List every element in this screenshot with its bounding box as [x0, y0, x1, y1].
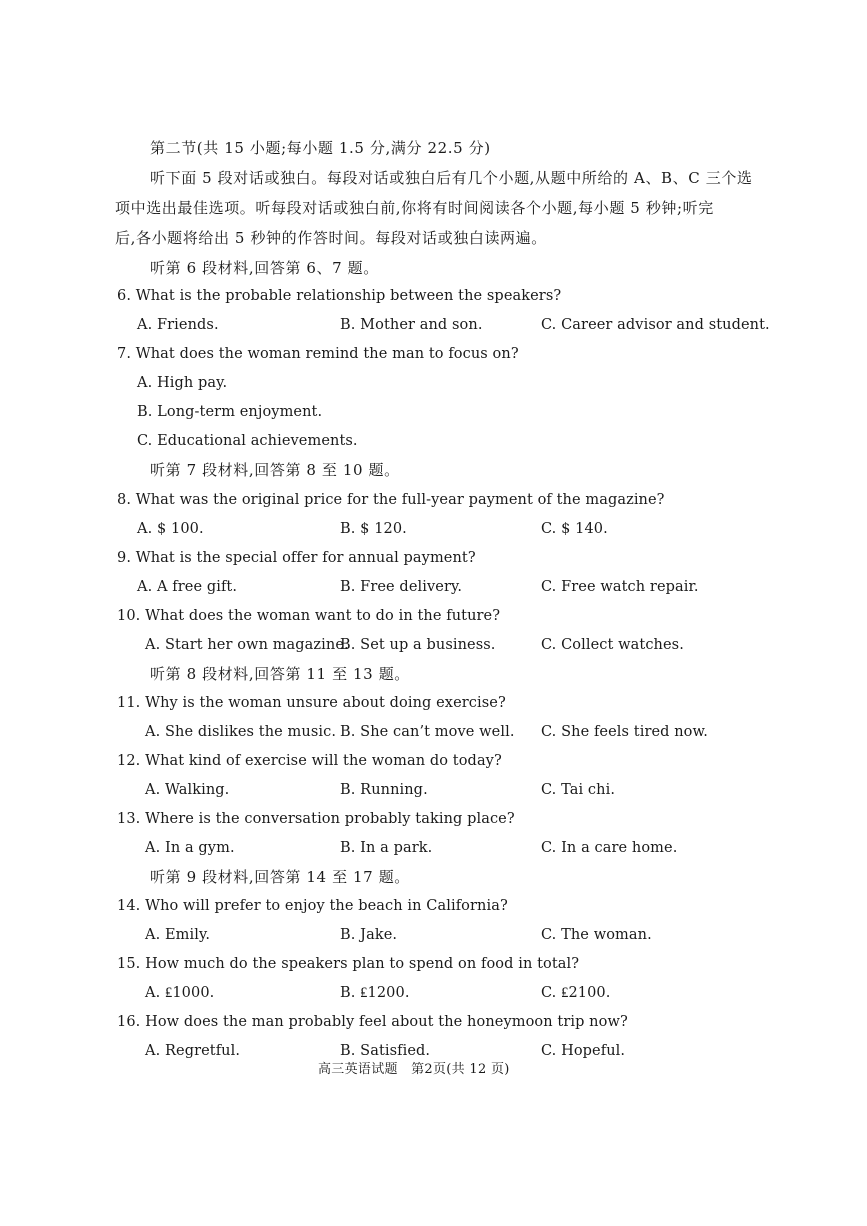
question-stem: 11. Why is the woman unsure about doing exercise? [117, 695, 506, 711]
question-stem: 16. How does the man probably feel about the honeymoon trip now? [117, 1014, 628, 1030]
option-b: B. $ 120. [340, 521, 407, 537]
option-b: B. Mother and son. [340, 317, 483, 333]
group-heading: 听第 9 段材料,回答第 14 至 17 题。 [150, 868, 410, 886]
question-stem: 14. Who will prefer to enjoy the beach in California? [117, 898, 508, 914]
question-stem: 12. What kind of exercise will the woman do today? [117, 753, 502, 769]
group-heading: 听第 8 段材料,回答第 11 至 13 题。 [150, 665, 410, 683]
question-stem: 6. What is the probable relationship between the speakers? [117, 288, 562, 304]
option-b: B. Running. [340, 782, 428, 798]
question-stem: 15. How much do the speakers plan to spend on food in total? [117, 956, 580, 972]
group-heading: 听第 7 段材料,回答第 8 至 10 题。 [150, 461, 400, 479]
option-a: A. ₤1000. [145, 985, 215, 1001]
option-a: A. High pay. [137, 375, 228, 391]
option-a: A. Start her own magazine. [145, 637, 349, 653]
option-a: A. She dislikes the music. [145, 724, 337, 740]
question-stem: 7. What does the woman remind the man to focus on? [117, 346, 519, 362]
section-title: 第二节(共 15 小题;每小题 1.5 分,满分 22.5 分) [150, 139, 491, 157]
option-a: A. Emily. [145, 927, 211, 943]
option-c: C. Free watch repair. [541, 579, 699, 595]
question-stem: 8. What was the original price for the full-year payment of the magazine? [117, 492, 665, 508]
instruction-line: 项中选出最佳选项。听每段对话或独白前,你将有时间阅读各个小题,每小题 5 秒钟;听完 [115, 199, 714, 217]
option-c: C. Collect watches. [541, 637, 684, 653]
option-c: C. In a care home. [541, 840, 678, 856]
option-b: B. Free delivery. [340, 579, 463, 595]
option-a: A. Friends. [137, 317, 219, 333]
option-a: A. A free gift. [137, 579, 238, 595]
page-footer: 高三英语试题 第2页(共 12 页) [318, 1062, 510, 1077]
option-b: B. Long-term enjoyment. [137, 404, 323, 420]
group-heading: 听第 6 段材料,回答第 6、7 题。 [150, 259, 379, 277]
option-a: A. In a gym. [145, 840, 235, 856]
option-c: C. Career advisor and student. [541, 317, 770, 333]
instruction-line: 听下面 5 段对话或独白。每段对话或独白后有几个小题,从题中所给的 A、B、C 三个选 [150, 169, 753, 187]
option-b: B. In a park. [340, 840, 433, 856]
option-a: A. Regretful. [145, 1043, 241, 1059]
option-b: B. Jake. [340, 927, 398, 943]
option-a: A. $ 100. [137, 521, 204, 537]
instruction-line: 后,各小题将给出 5 秒钟的作答时间。每段对话或独白读两遍。 [115, 229, 547, 247]
question-stem: 9. What is the special offer for annual payment? [117, 550, 476, 566]
option-a: A. Walking. [145, 782, 230, 798]
option-c: C. Tai chi. [541, 782, 616, 798]
question-stem: 13. Where is the conversation probably taking place? [117, 811, 515, 827]
option-c: C. Educational achievements. [137, 433, 358, 449]
question-stem: 10. What does the woman want to do in the future? [117, 608, 501, 624]
option-b: B. ₤1200. [340, 985, 410, 1001]
option-c: C. She feels tired now. [541, 724, 709, 740]
option-c: C. Hopeful. [541, 1043, 626, 1059]
option-c: C. $ 140. [541, 521, 608, 537]
option-c: C. ₤2100. [541, 985, 611, 1001]
option-b: B. Set up a business. [340, 637, 496, 653]
option-b: B. She can’t move well. [340, 724, 515, 740]
option-c: C. The woman. [541, 927, 652, 943]
option-b: B. Satisfied. [340, 1043, 431, 1059]
